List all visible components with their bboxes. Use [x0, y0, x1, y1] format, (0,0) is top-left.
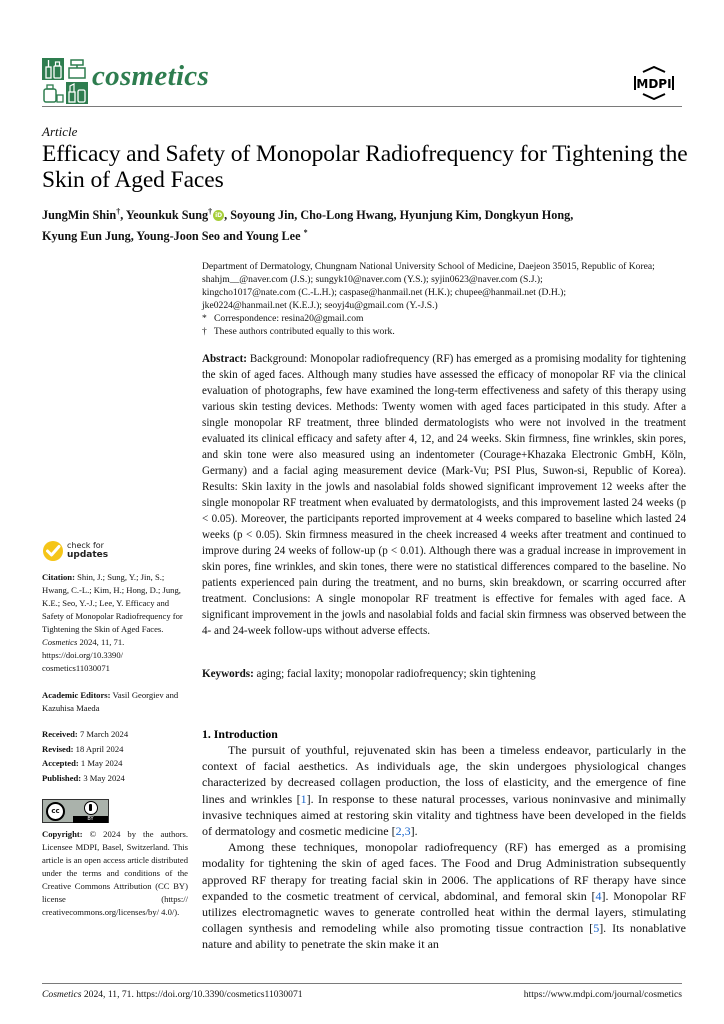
- affiliation-emails: jke0224@hanmail.net (K.E.J.); seoyj4u@gmail.com (Y.-J.S.): [202, 300, 438, 311]
- equal-contribution-note: † These authors contributed equally to this work.: [202, 326, 395, 337]
- header-divider: [42, 106, 682, 107]
- journal-header: [42, 58, 682, 106]
- keywords-label: Keywords:: [202, 668, 254, 680]
- paragraph-text: ].: [410, 824, 418, 839]
- mdpi-logo-icon: [629, 66, 679, 100]
- equal-contribution-mark: †: [208, 207, 213, 216]
- date-label: Published:: [42, 772, 82, 783]
- date-value: 1 May 2024: [78, 758, 123, 768]
- date-value: 7 March 2024: [77, 729, 129, 739]
- abstract: [202, 351, 686, 639]
- attribution-person-icon: [84, 801, 98, 815]
- journal-name: cosmetics: [92, 60, 210, 92]
- paragraph-text: The pursuit of youthful, rejuvenated skin has been a timeless endeavor, particularly in the context of facial aesthetics. As individuals age, the skin undergoes physiological changes characterized by decreased collagen production, the loss of elasticity, and the emergence of fine lines and wrinkles [: [202, 743, 686, 806]
- date-received: [42, 727, 188, 742]
- paragraph-text: ]. In response to these natural processes, various noninvasive and minimally invasive techniques aimed at restoring skin vitality and tightness have been developed in the fields of dermatology and cosmetic medicine [: [202, 791, 687, 839]
- footer-divider: [42, 983, 682, 984]
- citation-link[interactable]: 4: [595, 888, 602, 903]
- affiliation-emails: shahjm__@naver.com (J.S.); sungyk10@naver.com (Y.S.); syjin0623@naver.com (S.J.);: [202, 274, 543, 285]
- date-label: Accepted:: [42, 758, 79, 768]
- footer-citation: [42, 989, 303, 1000]
- article-type: Article: [42, 124, 78, 139]
- date-revised: [42, 742, 188, 757]
- author-names: , Soyoung Jin, Cho-Long Hwang, Hyunjung Kim, Dongkyun Hong,: [224, 208, 574, 223]
- corresponding-author-mark: *: [303, 228, 308, 238]
- keywords: [202, 666, 686, 682]
- paragraph: [202, 839, 686, 952]
- paragraph: [202, 742, 686, 839]
- citation-text: Shin, J.; Sung, Y.; Jin, S.; Hwang, C.-L.; Kim, H.; Hong, D.; Jung, K.E.; Seo, Y.-J.; Lee, Y. Efficacy and Safety of Monopolar Radiofrequency for Tightening the Skin of Aged Faces.: [42, 572, 183, 634]
- abstract-label: Abstract:: [202, 353, 247, 365]
- copyright-text: © 2024 by the authors. Licensee MDPI, Basel, Switzerland. This article is an open access article distributed under the terms and conditions of the Creative Commons Attribution (CC BY) license (https:// creativecommons.org/licenses/by/ 4.0/).: [42, 829, 188, 917]
- equal-contribution-mark: †: [116, 207, 121, 216]
- footer-journal-url[interactable]: https://www.mdpi.com/journal/cosmetics: [523, 989, 682, 1000]
- check-for-updates-button[interactable]: [42, 540, 122, 566]
- cc-by-license-badge[interactable]: [42, 799, 109, 823]
- author-name: JungMin Shin: [42, 208, 117, 223]
- date-label: Received:: [42, 729, 78, 739]
- paragraph-text: Among these techniques, monopolar radiofrequency (RF) has emerged as a promising modality for tightening the skin of aged faces. The Food and Drug Administration subsequently approved RF therapy for treating facial skin in 2006. The applications of RF therapy have since expanded to the cosmetic treatment of cervical, abdominal, and femoral skin [: [202, 840, 686, 903]
- publication-dates: [42, 727, 188, 785]
- affiliation-block: [202, 260, 692, 338]
- svg-text:MDPI: MDPI: [636, 77, 672, 91]
- by-label: BY: [73, 816, 108, 823]
- check-updates-icon: [42, 540, 64, 562]
- citation-link[interactable]: 5: [593, 921, 600, 936]
- citation-link[interactable]: 1: [300, 791, 307, 806]
- author-name: , Yeounkuk Sung: [120, 208, 209, 223]
- date-value: 3 May 2024: [81, 772, 125, 783]
- footer-journal: Cosmetics: [42, 989, 82, 1000]
- affiliation-emails: kingcho1017@nate.com (C.-L.H.); caspase@hanmail.net (H.K.); chupee@hanmail.net (D.H.);: [202, 287, 567, 298]
- introduction-body: [202, 742, 686, 953]
- editors-label: Academic Editors:: [42, 690, 111, 700]
- academic-editors: [42, 689, 188, 715]
- copyright-block: [42, 828, 188, 919]
- correspondence-note: * Correspondence: resina20@gmail.com: [202, 313, 364, 324]
- citation-link[interactable]: 2,3: [395, 824, 411, 839]
- cosmetics-logo-icon: [42, 58, 88, 104]
- abstract-text: Background: Monopolar radiofrequency (RF) has emerged as a promising modality for tightening the skin of aged faces. Although many studies have assessed the efficacy of monopolar RF via the clinical evaluation of photographs, few have examined the long-term effectiveness and safety of this therapy using various skin testing devices. Methods: Twenty women with aged faces participated in this study. After a single monopolar RF treatment, three blinded dermatologists who were not involved in the treatment evaluated its clinical efficacy and safety after 4, 12, and 24 weeks. Skin firmness, fine wrinkles, skin pores, and skin tone were also measured using an indentometer (Courage+Khazaka Electronic GmbH, Köln, Germany) and a facial aging measurement device (Mark-Vu; PSI Plus, Suwon-si, Republic of Korea). Results: Skin laxity in the jowls and nasolabial folds showed significant improvement 12 weeks after the single monopolar RF treatment when evaluated by dermatologists, and this improvement lasted 24 weeks (p < 0.05). Moreover, the participants reported improvement at 4 weeks compared to baseline which lasted 24 weeks (p < 0.05). Skin firmness measured in the cheek increased 4 weeks after treatment and continued to improve during 24 weeks of follow-up (p < 0.01). Although there was a gradual increase in improvement in skin pores, fine wrinkles, and skin tones, there were no statistical differences compared to the baseline. No patients experienced pain during the treatment, and no burns, skin breakdown, or scarring occurred after treatment. Conclusions: A single monopolar RF treatment is effective for females with aged face. A significant improvement in the jowls and nasolabial folds and facial skin firmness was observed between the 4- and 24-week follow-ups without adverse effects.: [202, 353, 686, 637]
- citation-journal: Cosmetics: [42, 637, 78, 647]
- date-accepted: [42, 756, 188, 771]
- citation-label: Citation:: [42, 572, 75, 582]
- paragraph-text: ]. Monopolar RF utilizes electromagnetic waves to generate controlled heat within the dermal layers, stimulating collagen synthesis and remodeling while also promoting tissue contraction [: [202, 888, 686, 936]
- article-title: Efficacy and Safety of Monopolar Radiofrequency for Tightening the Skin of Aged Faces: [42, 141, 688, 193]
- keywords-text: aging; facial laxity; monopolar radiofrequency; skin tightening: [253, 668, 536, 680]
- check-updates-label: check for: [67, 541, 104, 550]
- check-updates-label-bold: updates: [67, 550, 109, 560]
- author-list: [42, 203, 682, 245]
- date-label: Revised:: [42, 743, 74, 754]
- paragraph-text: ]. Its nonablative nature and ability to penetrate the skin make it an: [202, 921, 686, 952]
- editors-names: Vasil Georgiev and Kazuhisa Maeda: [42, 690, 179, 713]
- date-value: 18 April 2024: [73, 743, 124, 754]
- cc-icon: cc: [46, 802, 65, 821]
- citation-doi-link[interactable]: 2024, 11, 71. https://doi.org/10.3390/ cosmetics11030071: [42, 637, 125, 673]
- citation-block: [42, 571, 188, 675]
- copyright-label: Copyright:: [42, 829, 83, 839]
- section-heading-introduction: 1. Introduction: [202, 727, 278, 741]
- affiliation-line: Department of Dermatology, Chungnam National University School of Medicine, Daejeon 35015, Republic of Korea;: [202, 261, 655, 272]
- footer-doi-link[interactable]: 2024, 11, 71. https://doi.org/10.3390/cosmetics11030071: [81, 989, 303, 1000]
- date-published: [42, 771, 188, 786]
- orcid-icon[interactable]: iD: [215, 212, 223, 220]
- author-names: Kyung Eun Jung, Young-Joon Seo and Young Lee: [42, 229, 301, 244]
